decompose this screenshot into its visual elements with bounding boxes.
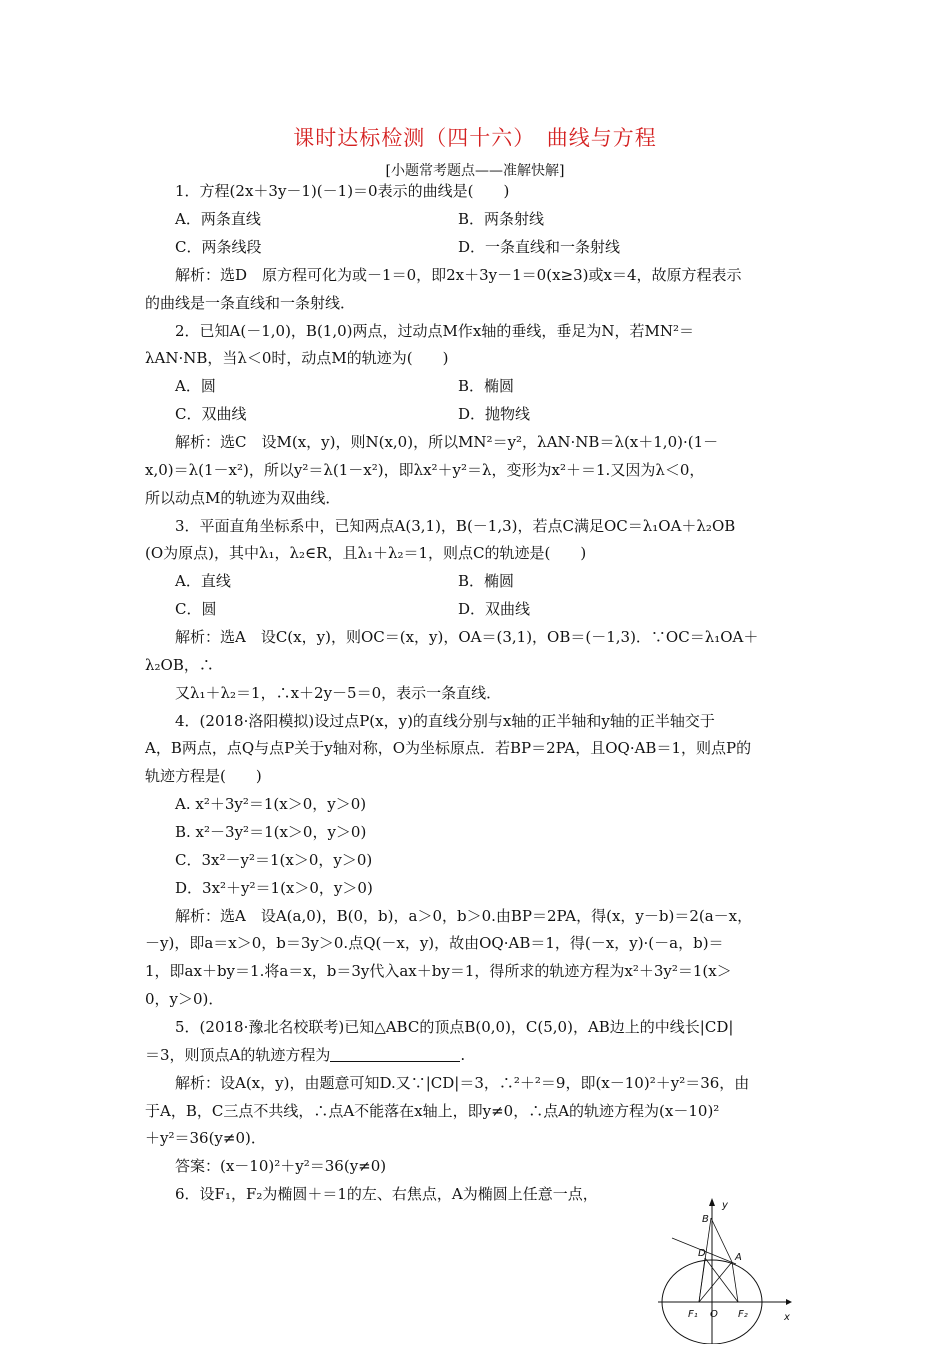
text-line-content: 解析：选A 设A(a,0)，B(0，b)，a＞0，b＞0.由BP＝2PA，得(x，y－b)＝2(a－x，: [175, 907, 753, 925]
figure-label-f2: F₂: [738, 1309, 748, 1320]
text-line-content: 1．方程(2x＋3y－1)(－1)＝0表示的曲线是( ): [175, 182, 510, 200]
text-line-content: 轨迹方程是( ): [145, 767, 262, 785]
text-line: [458, 237, 620, 257]
text-line-content: D．一条直线和一条射线: [458, 238, 621, 256]
text-line-content: 解析：选A 设C(x，y)，则OC＝(x，y)，OA＝(3,1)，OB＝(－1,3)．∵OC＝λ₁OA＋: [175, 628, 759, 646]
text-line: [145, 293, 355, 313]
text-line-content: C．圆: [175, 600, 217, 618]
text-line-content: A．两条直线: [175, 210, 261, 228]
figure-label-y: y: [722, 1200, 728, 1211]
text-line: [175, 878, 373, 898]
text-line-content: 5．(2018·豫北名校联考)已知△ABC的顶点B(0,0)，C(5,0)，AB边上的中线长|CD|: [175, 1018, 734, 1036]
text-line-content: 0，y＞0)．: [145, 990, 224, 1008]
text-line-content: －y)，即a＝x＞0，b＝3y＞0.点Q(－x，y)，故由OQ·AB＝1，得(－x，y)·(－a，b)＝: [145, 934, 724, 952]
text-line: [458, 209, 544, 229]
text-line: [175, 683, 501, 703]
section-subtitle: [小题常考题点——准解快解]: [385, 163, 565, 179]
text-line: [145, 1128, 266, 1148]
text-line: [175, 822, 366, 842]
figure-label-b: B: [702, 1214, 709, 1225]
text-line: [175, 516, 735, 536]
text-line-content: B．椭圆: [458, 377, 515, 395]
text-line: [145, 1101, 719, 1121]
text-line: [175, 376, 216, 396]
text-line-content: 4．(2018·洛阳模拟)设过点P(x，y)的直线分别与x轴的正半轴和y轴的正半轴交于: [175, 712, 715, 730]
text-line: [458, 376, 514, 396]
ellipse-figure: [658, 1196, 798, 1344]
text-line-content: B．椭圆: [458, 572, 515, 590]
text-line-content: A．直线: [175, 572, 231, 590]
text-line-content: 所以动点M的轨迹为双曲线．: [145, 489, 341, 507]
text-line: [175, 1184, 598, 1204]
text-line: [175, 906, 752, 926]
text-line: ＝3，则顶点A的轨迹方程为 .: [145, 1046, 466, 1064]
text-line-content: ＝3，则顶点A的轨迹方程为: [145, 1046, 331, 1064]
text-line: [175, 1017, 733, 1037]
text-line-content: 解析：选C 设M(x，y)，则N(x,0)，所以MN²＝y²，λAN·NB＝λ(x＋1,0)·(1－: [175, 433, 719, 451]
figure-label-a: A: [735, 1252, 742, 1263]
text-line-content: ＋y²＝36(y≠0)．: [145, 1129, 266, 1147]
text-line-content: C．3x²－y²＝1(x＞0，y＞0): [175, 851, 373, 869]
text-line-content: A，B两点，点Q与点P关于y轴对称，O为坐标原点．若BP＝2PA，且OQ·AB＝1，则点P的: [145, 739, 752, 757]
text-line: [145, 460, 704, 480]
text-line: [175, 571, 231, 591]
text-line: [145, 655, 214, 675]
text-line-content: (O为原点)，其中λ₁，λ₂∈R，且λ₁＋λ₂＝1，则点C的轨迹是( ): [145, 544, 587, 562]
text-line-content: 于A，B，C三点不共线，∴点A不能落在x轴上，即y≠0，∴点A的轨迹方程为(x－10)²: [145, 1102, 720, 1120]
text-line-content: C．双曲线: [175, 405, 247, 423]
text-line-content: A. x²＋3y²＝1(x＞0，y＞0): [175, 795, 367, 813]
text-line-content: B．两条射线: [458, 210, 545, 228]
text-line-content: D．抛物线: [458, 405, 531, 423]
text-line: [175, 1073, 749, 1093]
text-line-content: B. x²－3y²＝1(x＞0，y＞0): [175, 823, 367, 841]
text-line: [458, 599, 530, 619]
text-line: [175, 181, 509, 201]
figure-label-f1: F₁: [688, 1309, 698, 1320]
text-line-content: C．两条线段: [175, 238, 262, 256]
text-line: [175, 794, 366, 814]
text-line: [458, 571, 514, 591]
text-line: [175, 265, 742, 285]
page-title: 课时达标检测（四十六） 曲线与方程: [293, 126, 657, 150]
text-line: [175, 1156, 386, 1176]
text-line: [175, 850, 372, 870]
text-line: [175, 627, 758, 647]
text-line: [175, 321, 694, 341]
text-line-content: 3．平面直角坐标系中，已知两点A(3,1)，B(－1,3)，若点C满足OC＝λ₁OA＋λ₂OB: [175, 517, 736, 535]
text-line: [145, 933, 724, 953]
text-line-content: 1，即ax＋by＝1.将a＝x，b＝3y代入ax＋by＝1，得所求的轨迹方程为x²＋3y²＝1(x＞: [145, 962, 732, 980]
figure-label-x: x: [784, 1312, 790, 1323]
text-line: [145, 766, 262, 786]
text-line: [175, 432, 718, 452]
text-line-content: 又λ₁＋λ₂＝1，∴x＋2y－5＝0，表示一条直线．: [175, 684, 502, 702]
text-line-content: 6．设F₁，F₂为椭圆＋＝1的左、右焦点，A为椭圆上任意一点，: [175, 1185, 598, 1203]
text-line-content: D．双曲线: [458, 600, 531, 618]
text-line-content: 的曲线是一条直线和一条射线．: [145, 294, 356, 312]
text-line-content: 解析：设A(x，y)，由题意可知D.又∵|CD|＝3，∴²＋²＝9，即(x－10)²＋y²＝36，由: [175, 1074, 750, 1092]
text-line: [458, 404, 530, 424]
text-line: [175, 209, 261, 229]
text-line: [145, 961, 732, 981]
figure-label-d: D: [698, 1248, 706, 1259]
text-line-content: A．圆: [175, 377, 216, 395]
answer-blank[interactable]: [330, 1047, 460, 1062]
text-line-content: D．3x²＋y²＝1(x＞0，y＞0): [175, 879, 373, 897]
text-line: [175, 711, 715, 731]
text-line: [145, 989, 223, 1009]
text-line-content: 解析：选D 原方程可化为或－1＝0，即2x＋3y－1＝0(x≥3)或x＝4，故原方程表示: [175, 266, 742, 284]
text-line-content: λ₂OB，∴: [145, 656, 214, 674]
text-line: [175, 404, 246, 424]
text-line: [145, 488, 340, 508]
text-line-content: 答案：(x－10)²＋y²＝36(y≠0): [175, 1157, 387, 1175]
text-line-content: x,0)＝λ(1－x²)，所以y²＝λ(1－x²)，即λx²＋y²＝λ，变形为x²＋＝1.又因为λ＜0，: [145, 461, 705, 479]
text-line: [145, 738, 751, 758]
text-line: [175, 599, 216, 619]
text-line-content: λAN·NB，当λ＜0时，动点M的轨迹为( ): [145, 349, 449, 367]
text-line: [145, 543, 586, 563]
text-line-content: 2．已知A(－1,0)，B(1,0)两点，过动点M作x轴的垂线，垂足为N，若MN²＝: [175, 322, 694, 340]
text-line: [175, 237, 261, 257]
figure-label-o: O: [710, 1309, 718, 1320]
text-line: [145, 348, 449, 368]
